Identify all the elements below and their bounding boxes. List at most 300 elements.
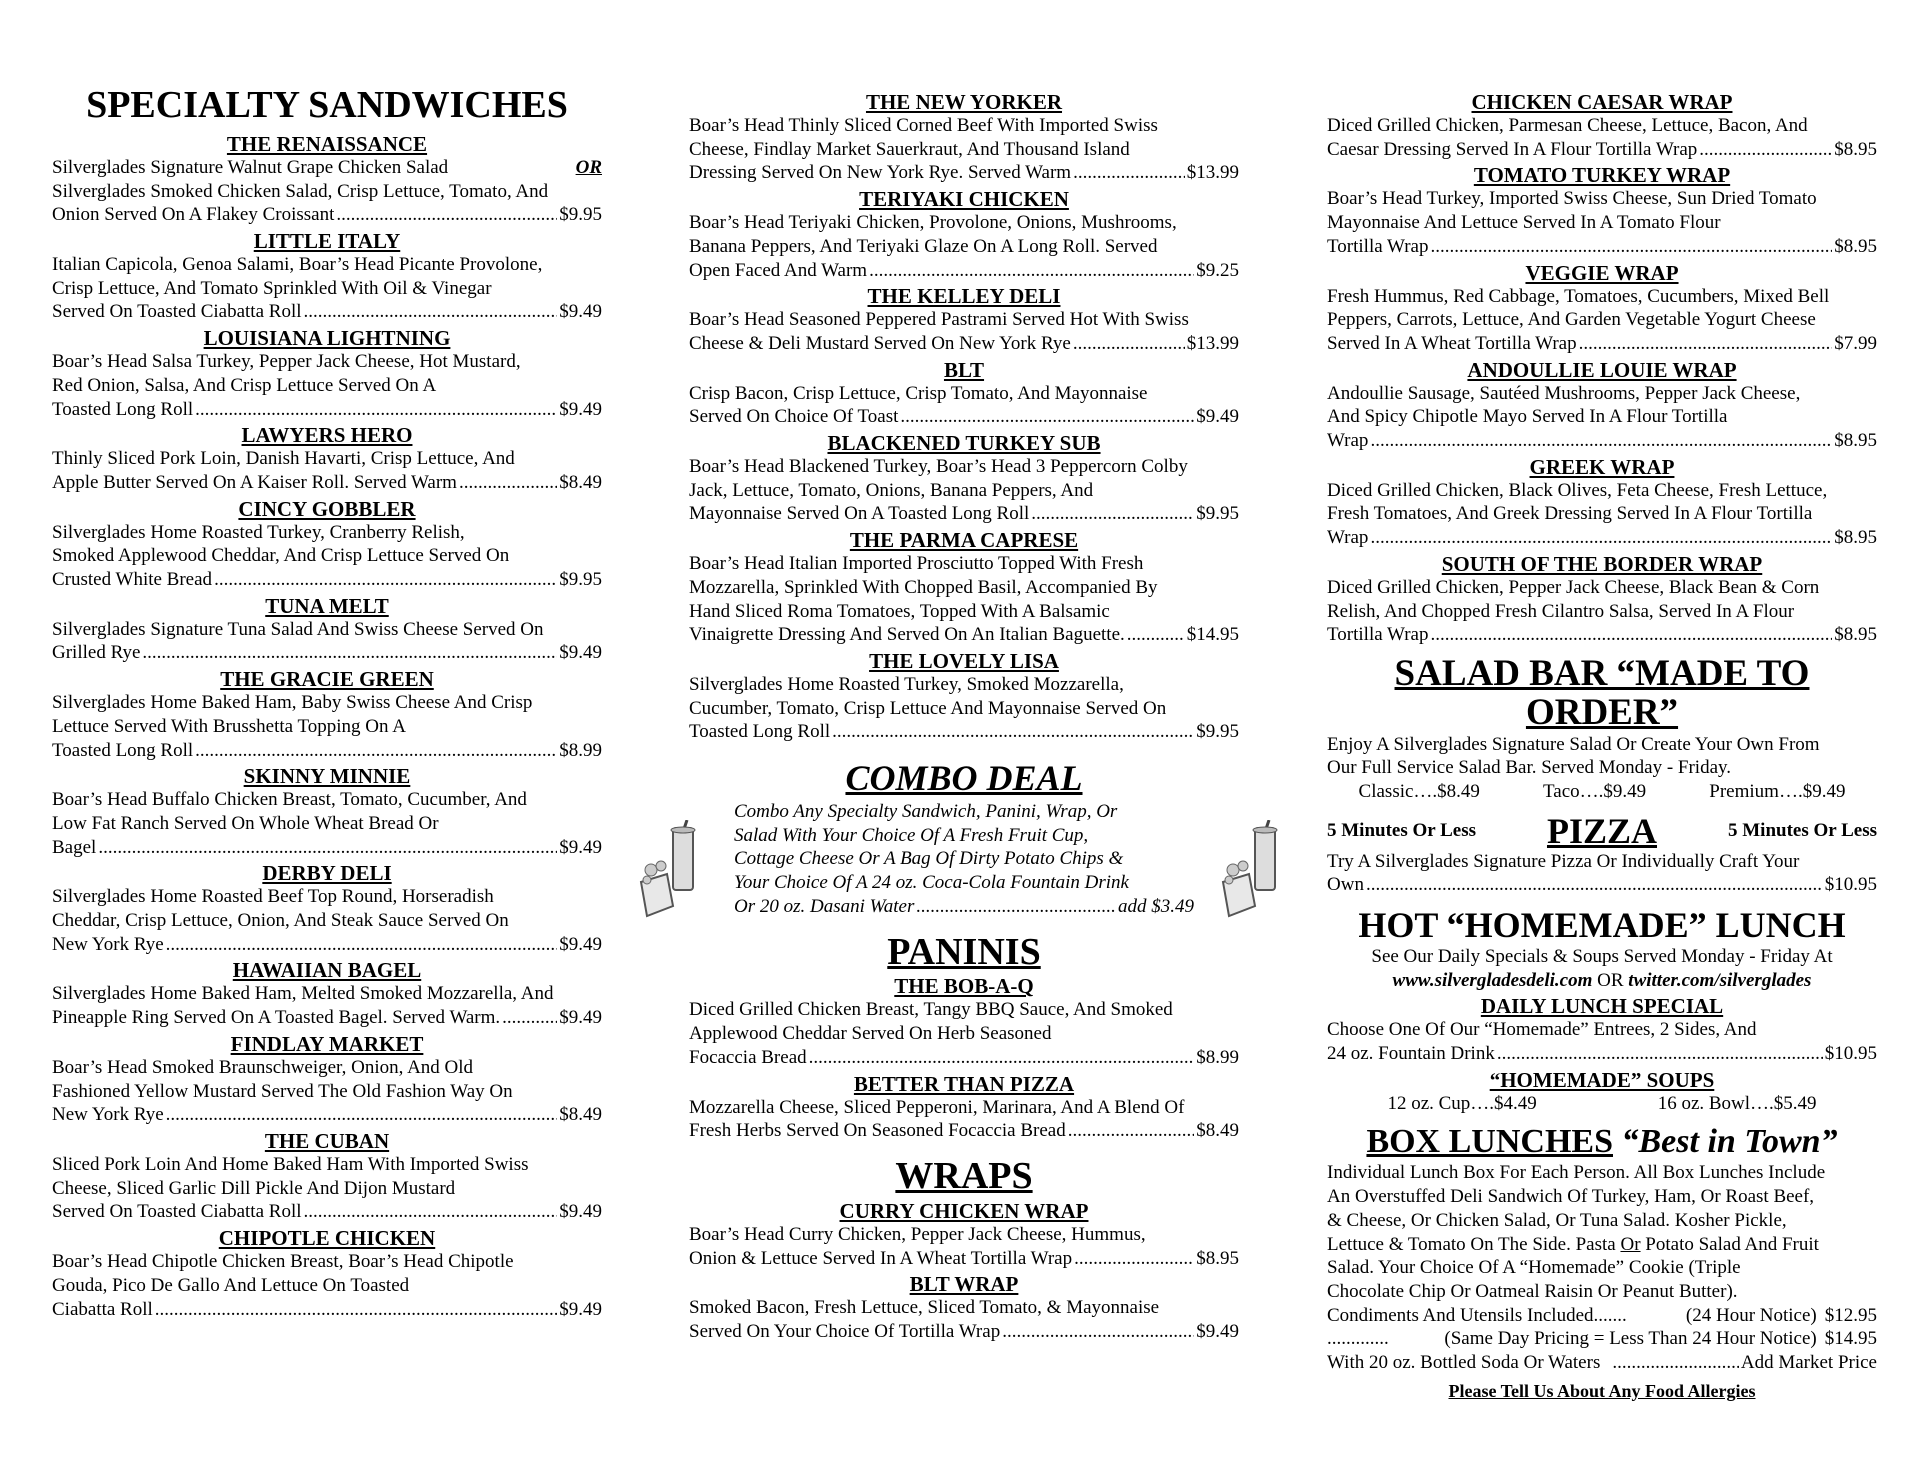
description-line: Banana Peppers, And Teriyaki Glaze On A Long Roll. Served	[689, 235, 1158, 257]
description-line: Sliced Pork Loin And Home Baked Ham With Imported Swiss	[52, 1153, 529, 1175]
description-line: Crisp Lettuce, And Tomato Sprinkled With Oil & Vinegar	[52, 277, 492, 299]
description-line: Silverglades Home Roasted Turkey, Smoked Mozzarella,	[689, 673, 1124, 695]
pizza-price: $10.95	[1824, 874, 1877, 896]
description-last-text: Tortilla Wrap	[1327, 624, 1429, 646]
box-price: $14.95	[1824, 1328, 1877, 1350]
menu-item	[1327, 552, 1877, 647]
menu-item-price: $9.49	[559, 301, 602, 323]
menu-item	[1327, 261, 1877, 356]
description-line: Diced Grilled Chicken Breast, Tangy BBQ Sauce, And Smoked	[689, 999, 1173, 1021]
menu-item	[52, 326, 602, 421]
description-line: Boar’s Head Salsa Turkey, Pepper Jack Cheese, Hot Mustard,	[52, 351, 521, 373]
price-line	[1327, 429, 1877, 453]
menu-item-name: THE PARMA CAPRESE	[849, 528, 1079, 553]
menu-item-name: SKINNY MINNIE	[243, 764, 411, 789]
menu-item-name: CURRY CHICKEN WRAP	[839, 1198, 1089, 1223]
price-line	[52, 739, 602, 763]
menu-item	[1327, 163, 1877, 258]
menu-item-name: BLT	[943, 357, 985, 382]
description-line: Silverglades Home Baked Ham, Baby Swiss Cheese And Crisp	[52, 692, 533, 714]
description-line: Fresh Tomatoes, And Greek Dressing Served In A Flour Tortilla	[1327, 503, 1813, 525]
description-line: Boar’s Head Italian Imported Prosciutto Topped With Fresh	[689, 553, 1144, 575]
menu-item-description	[52, 447, 602, 494]
menu-item-name: THE BOB-A-Q	[894, 974, 1034, 999]
description-line: Boar’s Head Turkey, Imported Swiss Cheese, Sun Dried Tomato	[1327, 188, 1817, 210]
drink-and-chips-icon	[1219, 820, 1291, 920]
box-line: An Overstuffed Deli Sandwich Of Turkey, Ham, Or Roast Beef,	[1327, 1186, 1815, 1208]
soup-options	[1327, 1092, 1877, 1116]
description-line: Fresh Hummus, Red Cabbage, Tomatoes, Cucumbers, Mixed Bell	[1327, 285, 1830, 307]
hot-lunch-line1: See Our Daily Specials & Soups Served Monday - Friday At	[1371, 945, 1833, 967]
box-price-same-day	[1327, 1327, 1877, 1351]
description-line: Thinly Sliced Pork Loin, Danish Havarti, Crisp Lettuce, And	[52, 448, 515, 470]
description-line: Boar’s Head Teriyaki Chicken, Provolone, Onions, Mushrooms,	[689, 212, 1177, 234]
pizza-time-right: 5 Minutes Or Less	[1727, 819, 1877, 841]
box-line: Salad. Your Choice Of A “Homemade” Cookie (Triple	[1327, 1257, 1741, 1279]
description-line: Silverglades Home Roasted Turkey, Cranberry Relish,	[52, 521, 465, 543]
menu-item-description	[689, 552, 1239, 647]
menu-item-price: $9.49	[1196, 406, 1239, 428]
menu-item-name: ANDOULLIE LOUIE WRAP	[1467, 357, 1737, 382]
price-line	[689, 405, 1239, 429]
menu-item-name: TERIYAKI CHICKEN	[859, 187, 1069, 212]
description-line: Mayonnaise And Lettuce Served In A Tomato Flour	[1327, 212, 1721, 234]
description-line: Crisp Bacon, Crisp Lettuce, Crisp Tomato, And Mayonnaise	[689, 382, 1148, 404]
price-line	[1327, 235, 1877, 259]
menu-item	[689, 974, 1239, 1069]
description-line: Boar’s Head Chipotle Chicken Breast, Boar’s Head Chipotle	[52, 1251, 514, 1273]
hot-lunch-title: HOT “HOMEMADE” LUNCH	[1358, 905, 1846, 946]
menu-item	[689, 1272, 1239, 1343]
daily-price-line	[1327, 1042, 1877, 1066]
box-lunches-title	[1327, 1123, 1877, 1161]
description-last-text: Crusted White Bread	[52, 569, 213, 591]
menu-item	[52, 1226, 602, 1321]
box-price-text: With 20 oz. Bottled Soda Or Waters	[1327, 1352, 1601, 1374]
menu-item-description	[1327, 285, 1877, 356]
description-line: Diced Grilled Chicken, Pepper Jack Cheese, Black Bean & Corn	[1327, 576, 1820, 598]
box-line: Chocolate Chip Or Oatmeal Raisin Or Peanut Butter).	[1327, 1280, 1738, 1302]
soup-bowl: 16 oz. Bowl….$5.49	[1657, 1092, 1817, 1114]
price-line	[689, 1119, 1239, 1143]
description-line: Red Onion, Salsa, And Crisp Lettuce Served On A	[52, 374, 437, 396]
menu-item-name: THE RENAISSANCE	[226, 131, 428, 156]
description-line: Lettuce Served With Brusshetta Topping On A	[52, 715, 406, 737]
description-line: Boar’s Head Smoked Braunschweiger, Onion, And Old	[52, 1056, 474, 1078]
menu-item	[689, 649, 1239, 744]
menu-item-description	[52, 350, 602, 421]
menu-item-price: $9.49	[559, 1007, 602, 1029]
menu-item-description	[52, 982, 602, 1029]
price-line	[1327, 332, 1877, 356]
menu-item-price: $8.95	[1834, 138, 1877, 160]
description-line: Silverglades Home Roasted Beef Top Round, Horseradish	[52, 886, 494, 908]
menu-item	[689, 284, 1239, 355]
price-line	[1327, 623, 1877, 647]
box-lunches-description	[1327, 1161, 1877, 1374]
menu-item-price: $8.95	[1834, 624, 1877, 646]
box-price-note: (Same Day Pricing = Less Than 24 Hour Notice)	[1444, 1328, 1817, 1350]
description-last-text: Pineapple Ring Served On A Toasted Bagel. Served Warm.	[52, 1007, 501, 1029]
description-line: Boar’s Head Thinly Sliced Corned Beef With Imported Swiss	[689, 115, 1158, 136]
menu-item-description	[52, 618, 602, 665]
menu-item-name: VEGGIE WRAP	[1525, 260, 1679, 285]
description-line: Cucumber, Tomato, Crisp Lettuce And Mayonnaise Served On	[689, 697, 1167, 719]
menu-item-description	[52, 1250, 602, 1321]
box-price-drinks	[1327, 1351, 1877, 1375]
website-link[interactable]: www.silvergladesdeli.com	[1392, 969, 1593, 991]
price-line	[689, 259, 1239, 283]
menu-item	[689, 431, 1239, 526]
menu-item-price: $8.95	[1834, 430, 1877, 452]
menu-item	[689, 358, 1239, 429]
description-line: Silverglades Signature Tuna Salad And Swiss Cheese Served On	[52, 618, 544, 640]
description-last-text: Wrap	[1327, 527, 1369, 549]
description-last-text: Ciabatta Roll	[52, 1298, 153, 1320]
salad-option-classic: Classic….$8.49	[1358, 781, 1480, 803]
description-line: Applewood Cheddar Served On Herb Seasoned	[689, 1023, 1052, 1045]
menu-item-price: $9.95	[559, 569, 602, 591]
price-line	[52, 1298, 602, 1322]
menu-item	[52, 594, 602, 665]
menu-item-name: LITTLE ITALY	[253, 229, 401, 253]
menu-item-description	[52, 691, 602, 762]
menu-item	[689, 1199, 1239, 1270]
description-line: Fashioned Yellow Mustard Served The Old Fashion Way On	[52, 1080, 513, 1102]
menu-item-price: $9.49	[559, 1201, 602, 1223]
menu-item-description	[1327, 576, 1877, 647]
description-line: Smoked Applewood Cheddar, And Crisp Lettuce Served On	[52, 545, 510, 567]
or-text: OR	[1597, 969, 1624, 991]
menu-item-price: $7.99	[1834, 332, 1877, 354]
price-line	[52, 1006, 602, 1030]
twitter-link[interactable]: twitter.com/silverglades	[1628, 969, 1812, 991]
menu-item-description	[689, 455, 1239, 526]
price-line	[52, 1103, 602, 1127]
menu-item-name: CHIPOTLE CHICKEN	[218, 1226, 436, 1251]
box-line-part: Potato Salad And Fruit	[1645, 1233, 1819, 1255]
menu-item-description	[1327, 479, 1877, 550]
salad-options	[1327, 780, 1877, 804]
description-last-text: Onion & Lettuce Served In A Wheat Tortilla Wrap	[689, 1247, 1073, 1269]
description-line: Peppers, Carrots, Lettuce, And Garden Vegetable Yogurt Cheese	[1327, 309, 1816, 331]
description-last-text: Cheese & Deli Mustard Served On New York Rye	[689, 332, 1071, 354]
description-last-text: Served On Your Choice Of Tortilla Wrap	[689, 1320, 1001, 1342]
menu-item-price: $8.49	[559, 471, 602, 493]
menu-item-description	[1327, 382, 1877, 453]
combo-line: Combo Any Specialty Sandwich, Panini, Wrap, Or	[734, 801, 1118, 823]
menu-item-price: $9.49	[559, 1298, 602, 1320]
description-last-text: Fresh Herbs Served On Seasoned Focaccia Bread	[689, 1120, 1066, 1142]
menu-item-name: LAWYERS HERO	[241, 423, 413, 448]
menu-item-price: $9.49	[1196, 1320, 1239, 1342]
menu-item-price: $8.99	[559, 739, 602, 761]
description-line: Boar’s Head Seasoned Peppered Pastrami Served Hot With Swiss	[689, 309, 1189, 331]
menu-item	[52, 497, 602, 592]
menu-item	[52, 861, 602, 956]
menu-item-description	[689, 1223, 1239, 1270]
menu-item	[52, 1129, 602, 1224]
price-line	[52, 1200, 602, 1224]
price-line	[689, 502, 1239, 526]
description-last-text: Mayonnaise Served On A Toasted Long Roll	[689, 503, 1030, 525]
daily-line: Choose One Of Our “Homemade” Entrees, 2 Sides, And	[1327, 1019, 1757, 1041]
salad-option-taco: Taco….$9.49	[1543, 781, 1647, 803]
description-line: Hand Sliced Roma Tomatoes, Topped With A Balsamic	[689, 600, 1110, 622]
column-middle	[689, 88, 1239, 1344]
menu-item-description	[689, 1096, 1239, 1143]
box-price-text: .............	[1327, 1328, 1389, 1350]
menu-item-name: THE KELLEY DELI	[867, 284, 1061, 309]
description-last-text: Served In A Wheat Tortilla Wrap	[1327, 332, 1577, 354]
salad-line: Our Full Service Salad Bar. Served Monday - Friday.	[1327, 757, 1732, 779]
menu-item	[1327, 455, 1877, 550]
box-price-text: Condiments And Utensils Included.......	[1327, 1304, 1627, 1326]
combo-deal	[689, 758, 1239, 919]
menu-item-price: $9.49	[559, 836, 602, 858]
menu-item-name: TUNA MELT	[265, 593, 389, 618]
combo-line: Salad With Your Choice Of A Fresh Fruit Cup,	[734, 824, 1089, 846]
description-line: Silverglades Smoked Chicken Salad, Crisp Lettuce, Tomato, And	[52, 180, 549, 202]
menu-item-price: $9.95	[1196, 503, 1239, 525]
description-line: Mozzarella Cheese, Sliced Pepperoni, Marinara, And A Blend Of	[689, 1096, 1185, 1118]
menu-item	[52, 667, 602, 762]
description-text: Silverglades Signature Walnut Grape Chicken Salad	[52, 156, 449, 178]
homemade-soups-title: “HOMEMADE” SOUPS	[1489, 1067, 1715, 1092]
menu-item-description	[52, 521, 602, 592]
price-line	[52, 641, 602, 665]
menu-item-price: $8.95	[1196, 1247, 1239, 1269]
hot-lunch-links	[1327, 969, 1877, 993]
pizza-time-left: 5 Minutes Or Less	[1327, 819, 1477, 841]
menu-item-price: $9.95	[1196, 721, 1239, 743]
description-line: Diced Grilled Chicken, Black Olives, Feta Cheese, Fresh Lettuce,	[1327, 479, 1828, 501]
combo-line: Cottage Cheese Or A Bag Of Dirty Potato Chips &	[734, 848, 1124, 870]
drink-and-chips-icon	[637, 820, 709, 920]
menu-item-name: HAWAIIAN BAGEL	[232, 958, 422, 983]
menu-item	[689, 528, 1239, 647]
box-price-24h	[1327, 1304, 1877, 1328]
menu-item	[1327, 358, 1877, 453]
price-line	[52, 398, 602, 422]
menu-item-price: $14.95	[1186, 624, 1239, 646]
description-last-text: Bagel	[52, 836, 97, 858]
price-line	[52, 568, 602, 592]
menu-item	[52, 958, 602, 1029]
price-line	[689, 720, 1239, 744]
description-last-text: Served On Choice Of Toast	[689, 406, 899, 428]
description-line: And Spicy Chipotle Mayo Served In A Flour Tortilla	[1327, 406, 1728, 428]
combo-price-line	[734, 895, 1194, 919]
box-line-part: Lettuce & Tomato On The Side. Pasta	[1327, 1233, 1616, 1255]
price-line	[689, 1046, 1239, 1070]
description-last-text: Tortilla Wrap	[1327, 235, 1429, 257]
description-last-text: Served On Toasted Ciabatta Roll	[52, 1201, 302, 1223]
description-last-text: Focaccia Bread	[689, 1046, 807, 1068]
menu-item-description	[689, 998, 1239, 1069]
menu-item-description	[52, 788, 602, 859]
menu-item-price: $9.25	[1196, 259, 1239, 281]
box-price-note: (24 Hour Notice)	[1685, 1304, 1817, 1326]
description-last-text: New York Rye	[52, 933, 164, 955]
menu-item-price: $8.99	[1196, 1046, 1239, 1068]
or-emphasis: OR	[575, 156, 602, 178]
pizza-price-line	[1327, 873, 1877, 897]
column-right	[1327, 88, 1877, 1402]
menu-item-description	[52, 156, 602, 227]
pizza-line: Try A Silverglades Signature Pizza Or Individually Craft Your	[1327, 850, 1800, 872]
menu-item-price: $9.49	[559, 398, 602, 420]
price-line	[689, 1247, 1239, 1271]
description-line: Andoullie Sausage, Sautéed Mushrooms, Pepper Jack Cheese,	[1327, 382, 1801, 404]
paninis-title: PANINIS	[887, 930, 1041, 973]
menu-item	[689, 90, 1239, 185]
menu-item-name: THE LOVELY LISA	[869, 648, 1059, 673]
menu-item-description	[1327, 114, 1877, 161]
menu-item-name: THE NEW YORKER	[865, 90, 1063, 114]
daily-last-text: 24 oz. Fountain Drink	[1327, 1043, 1495, 1065]
menu-item-name: DERBY DELI	[262, 861, 392, 886]
price-line	[52, 836, 602, 860]
description-line: Boar’s Head Buffalo Chicken Breast, Tomato, Cucumber, And	[52, 789, 527, 811]
menu-item	[52, 1032, 602, 1127]
description-line: Jack, Lettuce, Tomato, Onions, Banana Peppers, And	[689, 479, 1094, 501]
menu-item-price: $9.49	[559, 642, 602, 664]
menu-item-name: BETTER THAN PIZZA	[853, 1071, 1075, 1096]
menu-item	[1327, 90, 1877, 161]
description-last-text: New York Rye	[52, 1104, 164, 1126]
combo-line: Your Choice Of A 24 oz. Coca-Cola Fountain Drink	[734, 872, 1129, 894]
salad-bar-description	[1327, 733, 1877, 780]
price-line	[689, 161, 1239, 185]
box-price: Add Market Price	[1740, 1352, 1877, 1374]
menu-item-price: $8.49	[559, 1104, 602, 1126]
menu-item-description	[689, 308, 1239, 355]
menu-item-description	[689, 1296, 1239, 1343]
menu-item-price: $9.95	[559, 204, 602, 226]
box-or: Or	[1620, 1233, 1641, 1255]
description-line: Gouda, Pico De Gallo And Lettuce On Toasted	[52, 1274, 410, 1296]
column-specialty-sandwiches	[52, 86, 602, 1321]
menu-item-price: $8.95	[1834, 527, 1877, 549]
menu-item-price: $13.99	[1186, 162, 1239, 184]
description-line: Mozzarella, Sprinkled With Chopped Basil, Accompanied By	[689, 576, 1158, 598]
description-last-text: Apple Butter Served On A Kaiser Roll. Served Warm	[52, 471, 457, 493]
price-line	[1327, 526, 1877, 550]
menu-item-name: TOMATO TURKEY WRAP	[1473, 163, 1731, 188]
menu-item-name: THE CUBAN	[264, 1128, 390, 1153]
box-lunches-tagline: “Best in Town”	[1621, 1123, 1838, 1161]
menu-item-name: SOUTH OF THE BORDER WRAP	[1441, 551, 1763, 576]
menu-item-name: BLT WRAP	[909, 1272, 1019, 1297]
allergy-notice: Please Tell Us About Any Food Allergies	[1448, 1380, 1756, 1401]
description-line: Diced Grilled Chicken, Parmesan Cheese, Lettuce, Bacon, And	[1327, 115, 1808, 136]
pizza-header	[1327, 812, 1877, 850]
price-line	[689, 623, 1239, 647]
price-line	[1327, 138, 1877, 162]
menu-item-name: BLACKENED TURKEY SUB	[827, 431, 1101, 456]
menu-item	[689, 1072, 1239, 1143]
combo-price: add $3.49	[1118, 895, 1194, 917]
pizza-title: PIZZA	[1546, 810, 1658, 851]
menu-item-name: FINDLAY MARKET	[230, 1031, 424, 1056]
menu-item	[52, 132, 602, 227]
menu-item-description	[689, 211, 1239, 282]
daily-lunch-special-title: DAILY LUNCH SPECIAL	[1480, 994, 1724, 1019]
description-line: Cheese, Sliced Garlic Dill Pickle And Dijon Mustard	[52, 1177, 456, 1199]
description-last-text: Dressing Served On New York Rye. Served Warm	[689, 162, 1072, 184]
price-line	[689, 332, 1239, 356]
description-last-text: Vinaigrette Dressing And Served On An Italian Baguette.	[689, 624, 1125, 646]
price-line	[689, 1320, 1239, 1344]
menu-item-name: CHICKEN CAESAR WRAP	[1471, 90, 1733, 114]
description-last-text: Toasted Long Roll	[689, 721, 831, 743]
salad-line: Enjoy A Silverglades Signature Salad Or Create Your Own From	[1327, 733, 1820, 755]
box-line: Individual Lunch Box For Each Person. All Box Lunches Include	[1327, 1162, 1826, 1184]
combo-deal-description	[734, 800, 1194, 919]
description-last-text: Grilled Rye	[52, 642, 141, 664]
description-line: Relish, And Chopped Fresh Cilantro Salsa, Served In A Flour	[1327, 600, 1795, 622]
menu-item-description	[689, 673, 1239, 744]
menu-item-name: LOUISIANA LIGHTNING	[203, 326, 451, 351]
description-line: Boar’s Head Blackened Turkey, Boar’s Head 3 Peppercorn Colby	[689, 456, 1188, 478]
menu-item-description	[52, 253, 602, 324]
description-line: Italian Capicola, Genoa Salami, Boar’s Head Picante Provolone,	[52, 254, 543, 275]
menu-item-price: $8.49	[1196, 1120, 1239, 1142]
price-line	[52, 300, 602, 324]
menu-item	[52, 764, 602, 859]
menu-item-description	[52, 885, 602, 956]
menu-item-price: $8.95	[1834, 235, 1877, 257]
salad-bar-title: SALAD BAR “MADE TO ORDER”	[1394, 652, 1810, 733]
menu-item	[52, 229, 602, 324]
description-line: Smoked Bacon, Fresh Lettuce, Sliced Tomato, & Mayonnaise	[689, 1297, 1160, 1319]
menu-item-description	[1327, 187, 1877, 258]
description-line: Low Fat Ranch Served On Whole Wheat Bread Or	[52, 812, 439, 834]
description-line: Silverglades Home Baked Ham, Melted Smoked Mozzarella, And	[52, 983, 554, 1005]
wraps-title: WRAPS	[895, 1154, 1033, 1197]
specialty-sandwiches-title: SPECIALTY SANDWICHES	[86, 84, 568, 126]
price-line	[52, 203, 602, 227]
soup-cup: 12 oz. Cup….$4.49	[1387, 1092, 1537, 1114]
daily-price: $10.95	[1824, 1043, 1877, 1065]
description-line: Cheese, Findlay Market Sauerkraut, And Thousand Island	[689, 138, 1130, 160]
description-line: Boar’s Head Curry Chicken, Pepper Jack Cheese, Hummus,	[689, 1223, 1146, 1245]
menu-item	[689, 187, 1239, 282]
box-line: & Cheese, Or Chicken Salad, Or Tuna Salad. Kosher Pickle,	[1327, 1209, 1787, 1231]
menu-item-price: $9.49	[559, 933, 602, 955]
description-last-text: Caesar Dressing Served In A Flour Tortilla Wrap	[1327, 138, 1698, 160]
description-line: Cheddar, Crisp Lettuce, Onion, And Steak Sauce Served On	[52, 910, 509, 932]
combo-deal-title: COMBO DEAL	[845, 758, 1083, 799]
menu-item-description	[52, 1056, 602, 1127]
description-last-text: Open Faced And Warm	[689, 259, 868, 281]
description-last-text: Served On Toasted Ciabatta Roll	[52, 301, 302, 323]
box-price: $12.95	[1824, 1304, 1877, 1326]
combo-last-text: Or 20 oz. Dasani Water	[734, 895, 915, 917]
price-line	[52, 933, 602, 957]
description-line	[52, 156, 602, 180]
daily-lunch-special-description	[1327, 1018, 1877, 1065]
menu-item-description	[52, 1153, 602, 1224]
description-last-text: Wrap	[1327, 430, 1369, 452]
description-last-text: Toasted Long Roll	[52, 398, 194, 420]
salad-option-premium: Premium….$9.49	[1709, 781, 1846, 803]
box-line	[1327, 1233, 1877, 1257]
menu-item-description	[689, 114, 1239, 185]
pizza-description	[1327, 850, 1877, 897]
description-last-text: Onion Served On A Flakey Croissant	[52, 204, 335, 226]
